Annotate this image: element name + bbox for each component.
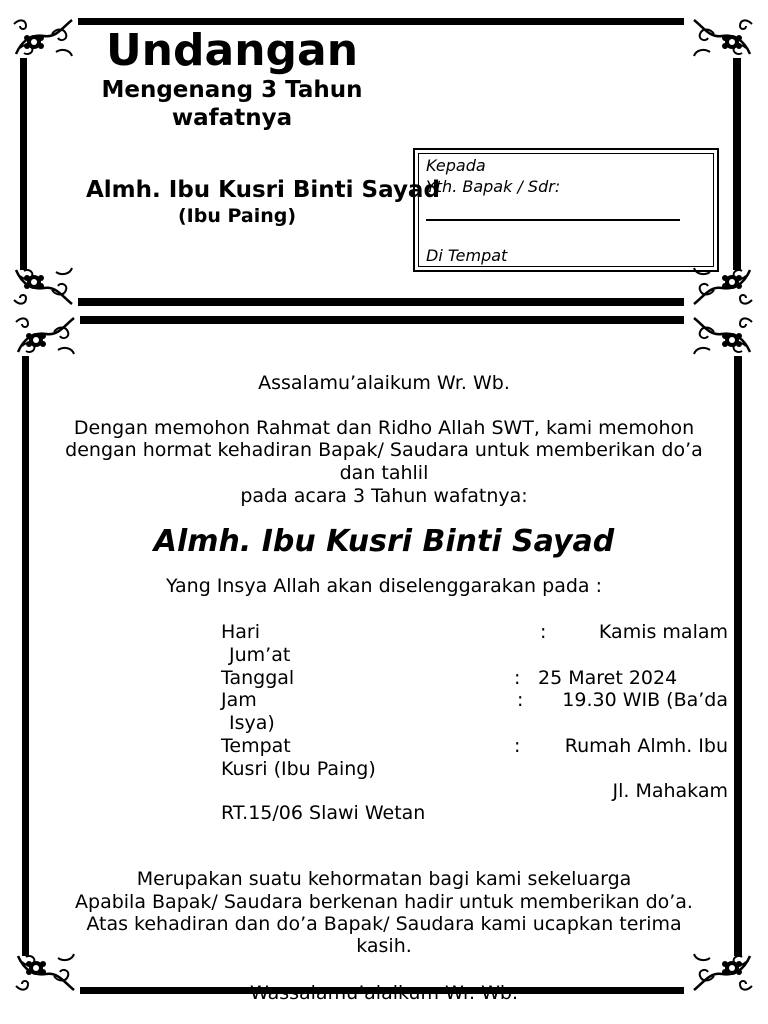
corner-ornament-icon (690, 266, 754, 310)
frame-right-border (734, 356, 742, 956)
frame-top-border (80, 316, 684, 324)
address-recipient-label: Yth. Bapak / Sdr: (426, 177, 561, 196)
event-intro: Yang Insya Allah akan diselenggarakan pada : (166, 575, 602, 597)
day-value: Kamis malam (598, 621, 728, 643)
frame-top-border (78, 18, 684, 25)
place-value: Rumah Almh. Ibu (564, 735, 728, 757)
deceased-nickname: (Ibu Paing) (177, 205, 297, 227)
invitation-header-card (0, 0, 768, 312)
closing-line: Apabila Bapak/ Saudara berkenan hadir untuk memberikan do’a. (75, 891, 693, 913)
day-value-continued: Jum’at (229, 644, 291, 666)
corner-ornament-icon (14, 312, 78, 356)
address-line-1: Jl. Mahakam (612, 780, 728, 802)
time-separator: : (517, 689, 524, 711)
closing-line: Atas kehadiran dan do’a Bapak/ Saudara kami ucapkan terima (86, 913, 682, 935)
address-to-label: Kepada (426, 156, 486, 175)
day-label: Hari (221, 621, 261, 643)
deceased-name-main: Almh. Ibu Kusri Binti Sayad (153, 524, 615, 559)
place-separator: : (514, 735, 521, 757)
intro-line: Dengan memohon Rahmat dan Ridho Allah SWT, kami memohon (73, 417, 695, 439)
time-label: Jam (221, 689, 257, 711)
address-place-label: Di Tempat (426, 246, 508, 265)
greeting: Assalamu’alaikum Wr. Wb. (258, 372, 510, 394)
intro-line: pada acara 3 Tahun wafatnya: (240, 485, 528, 507)
place-label: Tempat (221, 735, 291, 757)
invitation-subtitle: Mengenang 3 Tahun wafatnya (101, 77, 363, 131)
invitation-title: Undangan (105, 25, 359, 76)
closing-line: kasih. (356, 935, 412, 957)
farewell: Wassalamu’alaikum Wr. Wb. (250, 982, 518, 1004)
day-separator: : (540, 621, 547, 643)
closing-line: Merupakan suatu kehormatan bagi kami sekeluarga (136, 868, 632, 890)
time-value: 19.30 WIB (Ba’da (562, 689, 728, 711)
deceased-name-header: Almh. Ibu Kusri Binti Sayad (86, 177, 440, 203)
corner-ornament-icon (690, 14, 754, 58)
corner-ornament-icon (12, 266, 76, 310)
frame-left-border (20, 58, 27, 270)
intro-line: dan tahlil (339, 462, 429, 484)
date-separator: : (514, 667, 521, 689)
date-value: 25 Maret 2024 (538, 667, 678, 689)
address-line-2: RT.15/06 Slawi Wetan (221, 802, 426, 824)
frame-bottom-border (78, 298, 684, 306)
time-value-continued: Isya) (229, 712, 275, 734)
frame-left-border (22, 356, 29, 956)
intro-line: dengan hormat kehadiran Bapak/ Saudara untuk memberikan do’a (65, 439, 703, 461)
place-value-continued: Kusri (Ibu Paing) (221, 758, 376, 780)
corner-ornament-icon (690, 312, 754, 356)
frame-right-border (733, 58, 741, 270)
date-label: Tanggal (221, 667, 295, 689)
